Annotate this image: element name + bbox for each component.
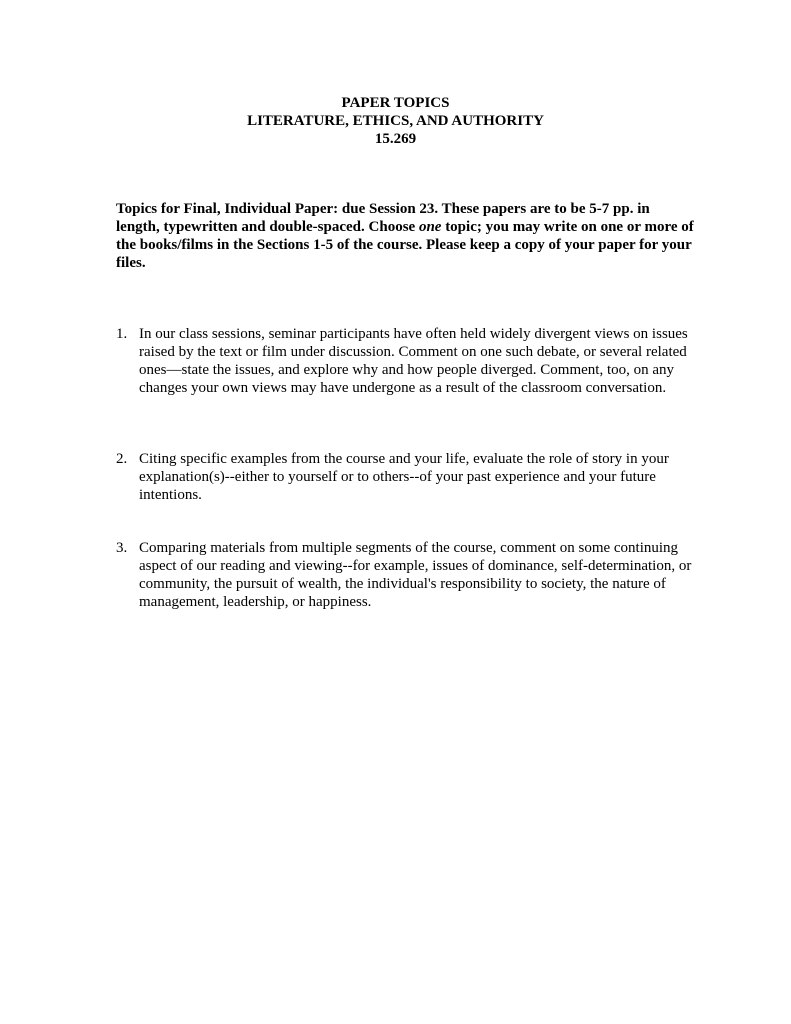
topic-item-3: [116, 539, 696, 611]
topic-item-1: [116, 325, 696, 397]
topic-text: Comparing materials from multiple segments of the course, comment on some continuing aspect of our reading and viewing--for example, issues of dominance, self-determination, or community, the pursuit of wealth, the individual's responsibility to society, the nature of management, leadership, or happiness.: [139, 540, 692, 610]
topic-item-2: [116, 450, 696, 504]
header-course-number: 15.269: [374, 131, 417, 147]
header-course-name: LITERATURE, ETHICS, AND AUTHORITY: [247, 113, 544, 129]
topic-number: 1.: [116, 326, 128, 342]
intro-text-part1: Topics for Final, Individual Paper: due Session 23. These papers are to be 5-7 pp. in length, typewritten and double-spaced. Choose: [116, 201, 650, 235]
topic-text: Citing specific examples from the course and your life, evaluate the role of story in your explanation(s)--either to yourself or to others--of your past experience and your future intentions.: [139, 451, 669, 503]
topic-number: 3.: [116, 540, 128, 556]
header-title: PAPER TOPICS: [341, 95, 450, 111]
document-header: [0, 94, 791, 148]
intro-emphasis: one: [418, 219, 442, 235]
topic-number: 2.: [116, 451, 128, 467]
intro-paragraph: [116, 200, 696, 272]
topic-text: In our class sessions, seminar participants have often held widely divergent views on issues raised by the text or film under discussion. Comment on one such debate, or several related ones—state the issues, and explore why and how people diverged. Comment, too, on any changes your own views may have undergone as a result of the classroom conversation.: [139, 326, 688, 396]
intro-text-part2: topic; you may write on one or more of the books/films in the Sections 1-5 of the course. Please keep a copy of your paper for your files.: [116, 219, 694, 271]
